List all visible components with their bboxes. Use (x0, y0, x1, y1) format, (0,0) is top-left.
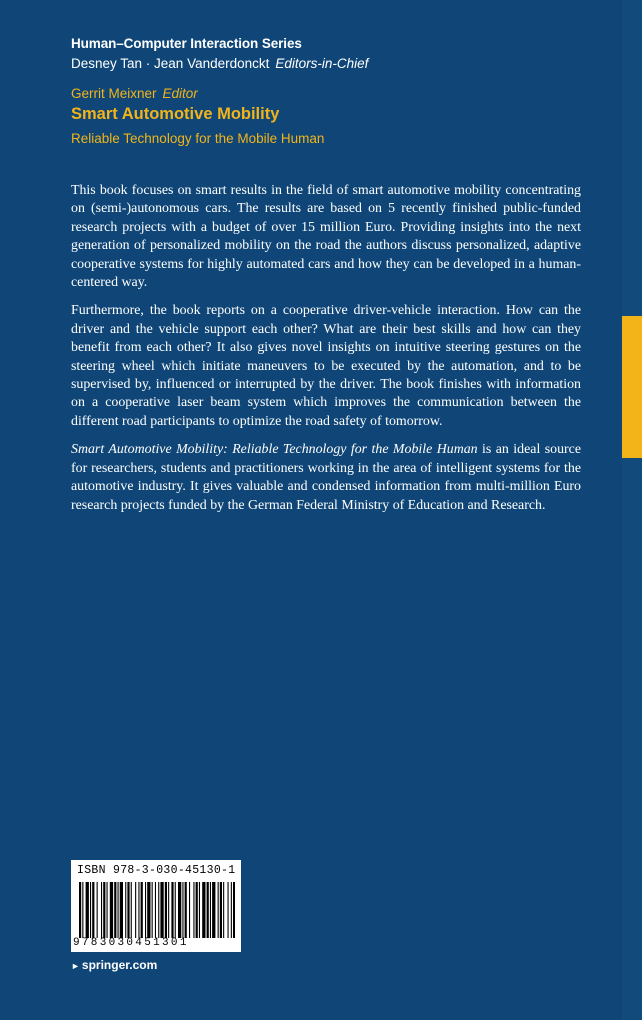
blurb (71, 182, 581, 525)
blurb-paragraph-2: Furthermore, the book reports on a cooperative driver-vehicle interaction. How can the driver and the vehicle support each other? What are their best skills and how can they benefit from each other? It also gives novel insights on intuitive steering gestures on the steering wheel which initiate maneuvers to be executed by the automation, and to be supervised by, influenced or interrupted by the driver. The book finishes with information on a cooperative laser beam system which improves the communication between the different road participants to optimize the road safety of tomorrow. (71, 303, 581, 429)
book-title: Smart Automotive Mobility (71, 105, 280, 123)
publisher-url-text: springer.com (81, 958, 158, 972)
barcode-number: 9783030451301 (73, 937, 189, 949)
blurb-paragraph-1: This book focuses on smart results in the field of smart automotive mobility concentrating on (semi-)autonomous cars. The results are based on 5 recently finished public-funded research projects with a budget of over 15 million Euro. Providing insights into the next generation of personalized mobility on the road the authors discuss personalized, adaptive cooperative systems for highly automated cars and how they can be developed in a human-centered way. (71, 183, 581, 291)
editor-name: Gerrit Meixner (71, 86, 157, 101)
editors-in-chief (71, 56, 368, 71)
editor (71, 86, 198, 101)
blurb-paragraph-3 (71, 441, 581, 515)
book-subtitle: Reliable Technology for the Mobile Human (71, 131, 325, 146)
arrow-right-icon: ► (71, 961, 80, 971)
editor-role: Editor (162, 86, 198, 101)
editors-in-chief-role: Editors-in-Chief (275, 56, 369, 71)
publisher-url (71, 958, 157, 972)
blurb-paragraph-3-text: is an ideal source for researchers, students and practitioners working in the area of intelligent systems for the automotive industry. It gives valuable and condensed information from multi-million Euro research projects funded by the German Federal Ministry of Education and Research. (71, 442, 581, 513)
series-title: Human–Computer Interaction Series (71, 36, 302, 51)
barcode (77, 882, 235, 938)
editors-in-chief-names: Desney Tan · Jean Vanderdonckt (71, 56, 270, 71)
blurb-title-reference: Smart Automotive Mobility: Reliable Technology for the Mobile Human (71, 442, 478, 458)
spine-accent-bar (622, 316, 642, 458)
barcode-box (71, 860, 241, 952)
isbn-label: ISBN 978-3-030-45130-1 (77, 864, 236, 877)
spine-stripe (622, 0, 642, 1020)
